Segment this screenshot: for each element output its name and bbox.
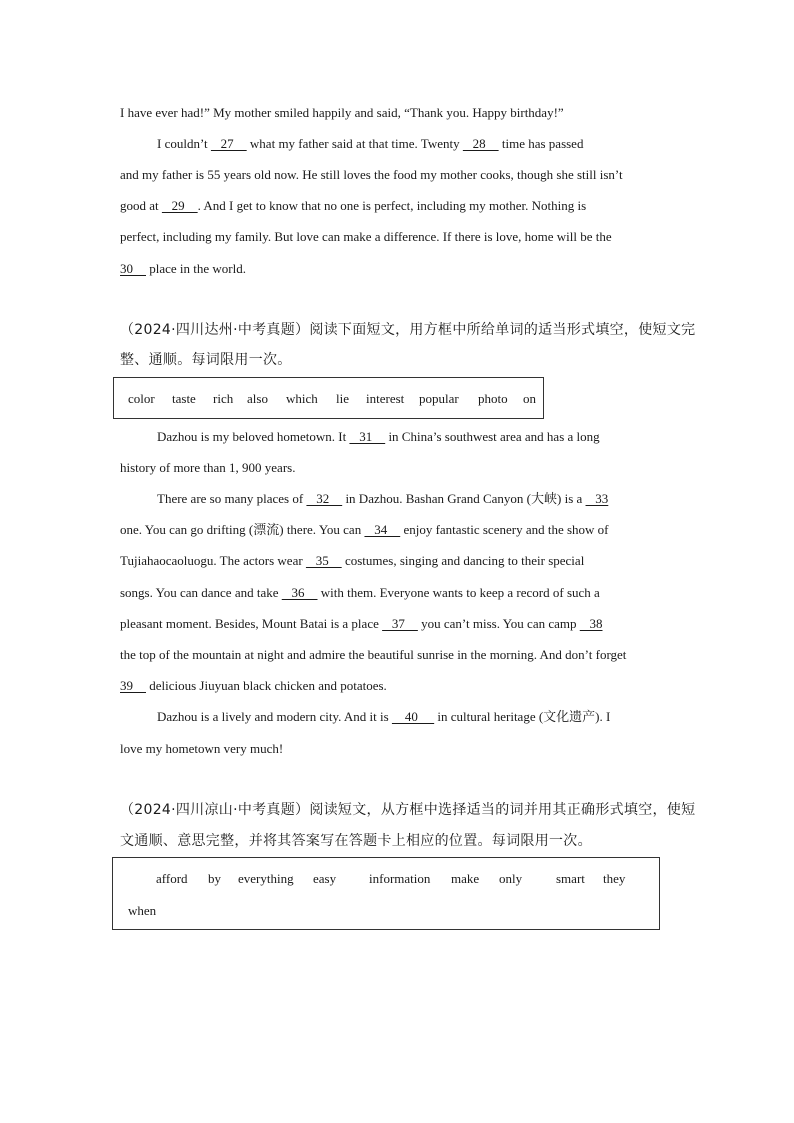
- blank-27: 27: [210, 136, 247, 151]
- word-box-item: popular: [419, 391, 459, 406]
- blank-33: 33: [585, 491, 609, 506]
- word-box-item: color: [128, 391, 155, 406]
- text: place in the world.: [149, 261, 246, 276]
- passage2-line: [120, 677, 387, 695]
- text: . And I get to know that no one is perfect, including my mother. Nothing is: [197, 198, 587, 213]
- text: pleasant moment. Besides, Mount Batai is a place: [120, 616, 379, 631]
- passage1-line: [120, 166, 623, 184]
- word-box-item: when: [128, 903, 157, 918]
- section3-heading: [120, 832, 592, 850]
- passage2-line: [157, 708, 610, 726]
- passage2-line: [120, 459, 295, 477]
- blank-36: 36: [281, 585, 318, 600]
- text: the top of the mountain at night and admire the beautiful sunrise in the morning. And don’t forget: [120, 647, 627, 662]
- text: songs. You can dance and take: [120, 585, 279, 600]
- text: with them. Everyone wants to keep a record of such a: [320, 585, 600, 600]
- word-box-item: make: [451, 871, 480, 886]
- blank-32: 32: [306, 491, 343, 506]
- text: in cultural heritage (文化遗产). I: [437, 709, 611, 724]
- text: history of more than 1, 900 years.: [120, 460, 296, 475]
- text: Tujiahaocaoluogu. The actors wear: [120, 553, 303, 568]
- word-box-item: everything: [238, 871, 294, 886]
- word-box-item: by: [208, 871, 221, 886]
- section2-heading: [120, 321, 695, 339]
- word-box: [113, 377, 544, 419]
- passage1-line: [120, 197, 586, 215]
- blank-38: 38: [579, 616, 603, 631]
- word-box-item: information: [369, 871, 431, 886]
- text: one. You can go drifting (漂流) there. You can: [120, 522, 362, 537]
- passage2-line: [120, 740, 283, 758]
- heading-text: 文通顺、意思完整，并将其答案写在答题卡上相应的位置。每词限用一次。: [120, 833, 592, 849]
- passage2-line: [157, 428, 600, 446]
- blank-39: 39: [120, 678, 146, 693]
- blank-40: 40: [391, 709, 435, 724]
- blank-31: 31: [349, 429, 386, 444]
- text: I couldn’t: [157, 136, 208, 151]
- text: There are so many places of: [157, 491, 304, 506]
- word-box-item: which: [286, 391, 318, 406]
- passage1-line: [120, 260, 246, 278]
- text: time has passed: [501, 136, 584, 151]
- passage2-line: [120, 521, 609, 539]
- heading-text: （2024·四川达州·中考真题）阅读下面短文，用方框中所给单词的适当形式填空，使短文完: [120, 322, 696, 338]
- word-box-item: they: [603, 871, 626, 886]
- word-box-item: on: [523, 391, 536, 406]
- word-box: [112, 857, 660, 930]
- text: good at: [120, 198, 159, 213]
- text: what my father said at that time. Twenty: [249, 136, 460, 151]
- word-box-item: afford: [156, 871, 188, 886]
- text: you can’t miss. You can camp: [421, 616, 577, 631]
- passage1-line: [120, 104, 564, 122]
- blank-35: 35: [305, 553, 342, 568]
- text: in China’s southwest area and has a long: [388, 429, 600, 444]
- passage2-line: [120, 646, 626, 664]
- blank-37: 37: [382, 616, 418, 631]
- passage1-line: [120, 228, 612, 246]
- word-box-item: smart: [556, 871, 585, 886]
- text: love my hometown very much!: [120, 741, 284, 756]
- passage2-line: [120, 584, 600, 602]
- text: I have ever had!” My mother smiled happily and said, “Thank you. Happy birthday!”: [120, 105, 564, 120]
- blank-34: 34: [364, 522, 401, 537]
- word-box-item: interest: [366, 391, 405, 406]
- word-box-item: easy: [313, 871, 337, 886]
- passage2-line: [157, 490, 608, 508]
- text: Dazhou is my beloved hometown. It: [157, 429, 347, 444]
- word-box-item: also: [247, 391, 268, 406]
- blank-30: 30: [120, 261, 146, 276]
- word-box-item: rich: [213, 391, 234, 406]
- passage2-line: [120, 615, 603, 633]
- heading-text: 整、通顺。每词限用一次。: [120, 352, 292, 368]
- word-box-item: taste: [172, 391, 196, 406]
- text: and my father is 55 years old now. He still loves the food my mother cooks, though she still isn’t: [120, 167, 623, 182]
- text: costumes, singing and dancing to their special: [344, 553, 585, 568]
- blank-29: 29: [161, 198, 198, 213]
- text: perfect, including my family. But love can make a difference. If there is love, home will be the: [120, 229, 612, 244]
- blank-28: 28: [462, 136, 499, 151]
- word-box-item: lie: [336, 391, 349, 406]
- text: enjoy fantastic scenery and the show of: [403, 522, 609, 537]
- section2-heading: [120, 351, 292, 369]
- passage1-line: [157, 135, 583, 153]
- section3-heading: [120, 801, 695, 819]
- text: in Dazhou. Bashan Grand Canyon (大峡) is a: [345, 491, 583, 506]
- text: delicious Jiuyuan black chicken and potatoes.: [149, 678, 387, 693]
- word-box-item: photo: [478, 391, 508, 406]
- text: Dazhou is a lively and modern city. And it is: [157, 709, 389, 724]
- passage2-line: [120, 552, 584, 570]
- heading-text: （2024·四川凉山·中考真题）阅读短文，从方框中选择适当的词并用其正确形式填空，使短: [120, 802, 696, 818]
- word-box-item: only: [499, 871, 523, 886]
